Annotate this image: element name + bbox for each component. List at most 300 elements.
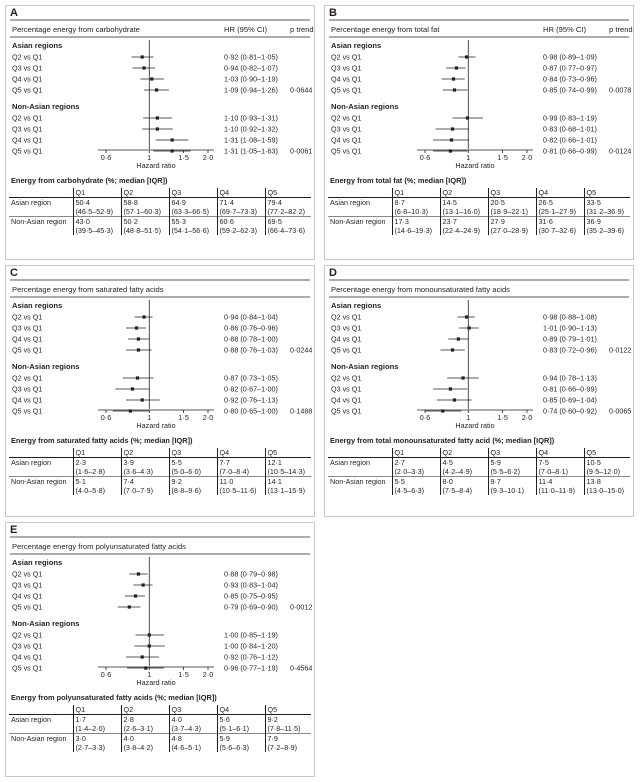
iqr-cell: (7·0–7·9) (121, 486, 169, 495)
row-label: Q4 vs Q1 (12, 135, 43, 145)
x-axis-label: Hazard ratio (136, 161, 176, 170)
median-cell: 71·4 (217, 198, 265, 208)
median-cell: 50·2 (121, 217, 169, 227)
table-column-header: Q4 (217, 705, 265, 715)
iqr-cell: (27·0–28·9) (488, 226, 536, 235)
p-trend-value: 0·1488 (290, 406, 313, 416)
hr-ci-value: 0·82 (0·67–1·00) (224, 384, 278, 394)
row-label: Q4 vs Q1 (12, 652, 43, 662)
median-cell: 2·3 (73, 458, 121, 468)
iqr-cell: (22·4–24·9) (440, 226, 488, 235)
hr-point (453, 398, 456, 401)
plot-title: Percentage energy from saturated fatty acids (12, 285, 164, 294)
median-cell: 27·9 (488, 217, 536, 227)
median-cell: 64·9 (169, 198, 217, 208)
median-cell: 20·5 (488, 198, 536, 208)
hr-point (156, 116, 159, 119)
hr-ci-value: 0·83 (0·72–0·96) (543, 345, 597, 355)
x-tick-label: 0·6 (419, 153, 431, 162)
median-cell: 4·0 (121, 734, 169, 744)
table-column-header (9, 705, 73, 715)
iqr-cell: (66·4–73·6) (265, 226, 311, 235)
table-row-spacer (9, 207, 73, 217)
hr-ci-value: 0·89 (0·79–1·01) (543, 334, 597, 344)
hr-point (155, 88, 158, 91)
table-row-spacer (328, 207, 392, 217)
table-column-header: Q2 (440, 448, 488, 458)
row-label: Q2 vs Q1 (331, 113, 362, 123)
p-trend-value: 0·0061 (290, 146, 313, 156)
median-cell: 55·3 (169, 217, 217, 227)
forest-plot (325, 6, 633, 176)
x-tick-label: 0·6 (100, 413, 112, 422)
median-cell: 12·1 (265, 458, 311, 468)
median-cell: 5·5 (392, 477, 440, 487)
table-row-spacer (9, 467, 73, 477)
hr-point (452, 77, 455, 80)
x-tick-label: 1 (147, 413, 152, 422)
iqr-cell: (5·5–6·2) (488, 467, 536, 477)
table-row (328, 207, 630, 217)
hr-ci-value: 1·10 (0·92–1·32) (224, 124, 278, 134)
hr-point (141, 55, 144, 58)
iqr-cell: (5·6–6·3) (217, 743, 265, 752)
panel-letter: B (329, 7, 337, 19)
median-cell: 60·6 (217, 217, 265, 227)
row-label: Q5 vs Q1 (331, 146, 362, 156)
table-row-label: Asian region (328, 198, 392, 208)
table-column-header: Q4 (536, 448, 584, 458)
iqr-cell: (18·9–22·1) (488, 207, 536, 217)
table-row (9, 743, 311, 752)
hr-point (131, 387, 134, 390)
row-label: Q5 vs Q1 (12, 406, 43, 416)
x-tick-label: 0·6 (100, 153, 112, 162)
median-cell: 36·9 (584, 217, 630, 227)
row-label: Q2 vs Q1 (12, 113, 43, 123)
iqr-cell: (10·5–14·3) (265, 467, 311, 477)
hr-point (465, 55, 468, 58)
iqr-cell: (48·8–51·5) (121, 226, 169, 235)
group-label: Non-Asian regions (331, 102, 399, 111)
quintile-table (9, 705, 311, 752)
iqr-cell: (7·0–8·4) (217, 467, 265, 477)
row-label: Q5 vs Q1 (12, 663, 43, 673)
row-label: Q4 vs Q1 (331, 395, 362, 405)
hr-point (136, 376, 139, 379)
median-cell: 3·0 (73, 734, 121, 744)
row-label: Q2 vs Q1 (331, 312, 362, 322)
hr-point (466, 116, 469, 119)
median-cell: 69·5 (265, 217, 311, 227)
group-label: Non-Asian regions (12, 619, 80, 628)
quintile-table (9, 448, 311, 495)
table-column-header: Q1 (73, 448, 121, 458)
x-tick-label: 2·0 (521, 413, 533, 422)
hr-ci-value: 0·81 (0·66–0·99) (543, 146, 597, 156)
forest-panel-c (5, 265, 315, 517)
iqr-cell: (59·2–62·3) (217, 226, 265, 235)
quintile-table (328, 188, 630, 235)
iqr-cell: (30·7–32·6) (536, 226, 584, 235)
row-label: Q5 vs Q1 (12, 602, 43, 612)
x-axis-label: Hazard ratio (136, 421, 176, 430)
hr-ci-value: 1·00 (0·84–1·20) (224, 641, 278, 651)
median-cell: 14·1 (265, 477, 311, 487)
median-cell: 9·2 (169, 477, 217, 487)
table-row-label: Asian region (9, 458, 73, 468)
row-label: Q4 vs Q1 (331, 74, 362, 84)
forest-plot (6, 266, 314, 436)
hr-ci-value: 0·88 (0·76–1·03) (224, 345, 278, 355)
table-row-label: Asian region (328, 458, 392, 468)
row-label: Q5 vs Q1 (12, 345, 43, 355)
hr-ci-value: 0·98 (0·88–1·08) (543, 312, 597, 322)
x-tick-label: 1·5 (178, 413, 189, 422)
row-label: Q5 vs Q1 (12, 85, 43, 95)
table-column-header: Q4 (217, 188, 265, 198)
x-axis-label: Hazard ratio (455, 161, 495, 170)
group-label: Asian regions (12, 41, 63, 50)
row-label: Q3 vs Q1 (12, 124, 43, 134)
hr-ci-value: 0·74 (0·60–0·92) (543, 406, 597, 416)
median-cell: 2·7 (392, 458, 440, 468)
panel-letter: D (329, 267, 337, 279)
iqr-cell: (4·2–4·9) (440, 467, 488, 477)
median-cell: 43·0 (73, 217, 121, 227)
p-trend-value: 0·0065 (609, 406, 632, 416)
x-axis-label: Hazard ratio (455, 421, 495, 430)
panel-letter: A (10, 7, 18, 19)
table-row-spacer (328, 226, 392, 235)
median-cell: 17·3 (392, 217, 440, 227)
hr-point (134, 594, 137, 597)
p-trend-value: 0·0124 (609, 146, 632, 156)
table-title: Energy from polyunsaturated fatty acids (%; median [IQR]) (11, 693, 217, 702)
hr-ci-value: 0·93 (0·83–1·04) (224, 580, 278, 590)
x-tick-label: 1 (147, 153, 152, 162)
hr-ci-value: 0·84 (0·73–0·96) (543, 74, 597, 84)
hr-ci-value: 0·92 (0·76–1·12) (224, 652, 278, 662)
iqr-cell: (13·1–16·0) (440, 207, 488, 217)
table-row (9, 486, 311, 495)
hr-ci-value: 0·80 (0·65–1·00) (224, 406, 278, 416)
hr-point (465, 315, 468, 318)
hr-ci-value: 1·09 (0·94–1·26) (224, 85, 278, 95)
forest-plot (6, 6, 314, 176)
hr-point (142, 315, 145, 318)
hr-ci-value: 0·94 (0·82–1·07) (224, 63, 278, 73)
row-label: Q5 vs Q1 (331, 406, 362, 416)
table-row-label: Asian region (9, 198, 73, 208)
hr-point (148, 633, 151, 636)
table-row (328, 458, 630, 468)
iqr-cell: (54·1–56·6) (169, 226, 217, 235)
iqr-cell: (2·0–3·3) (392, 467, 440, 477)
row-label: Q3 vs Q1 (331, 124, 362, 134)
iqr-cell: (11·0–11·9) (536, 486, 584, 495)
table-row-label: Asian region (9, 715, 73, 725)
row-label: Q2 vs Q1 (12, 312, 43, 322)
hr-point (150, 77, 153, 80)
x-tick-label: 1·5 (497, 413, 508, 422)
p-trend-value: 0·0122 (609, 345, 632, 355)
median-cell: 23·7 (440, 217, 488, 227)
table-title: Energy from carbohydrate (%; median [IQR]) (11, 176, 168, 185)
iqr-cell: (57·1–60·3) (121, 207, 169, 217)
p-trend-value: 0·0078 (609, 85, 632, 95)
table-title: Energy from total monounsaturated fatty acid (%; median [IQR]) (330, 436, 555, 445)
table-row (328, 226, 630, 235)
iqr-cell: (77·2–82·2) (265, 207, 311, 217)
table-row-label: Non-Asian region (328, 477, 392, 487)
hr-point (451, 348, 454, 351)
table-row-spacer (9, 724, 73, 734)
median-cell: 7·5 (536, 458, 584, 468)
table-column-header: Q5 (265, 448, 311, 458)
hr-ci-value: 0·99 (0·83–1·19) (543, 113, 597, 123)
row-label: Q3 vs Q1 (331, 384, 362, 394)
median-cell: 7·4 (121, 477, 169, 487)
median-cell: 5·1 (73, 477, 121, 487)
hr-ci-value: 0·87 (0·73–1·05) (224, 373, 278, 383)
table-row (9, 226, 311, 235)
hr-ci-value: 0·82 (0·66–1·01) (543, 135, 597, 145)
iqr-cell: (7·5–8·4) (440, 486, 488, 495)
hr-ci-value: 0·85 (0·69–1·04) (543, 395, 597, 405)
hr-point (135, 326, 138, 329)
hr-ci-value: 0·85 (0·74–0·99) (543, 85, 597, 95)
table-column-header: Q3 (169, 448, 217, 458)
p-trend-value: 0·0012 (290, 602, 313, 612)
table-row-spacer (9, 743, 73, 752)
row-label: Q4 vs Q1 (12, 334, 43, 344)
iqr-cell: (25·1–27·9) (536, 207, 584, 217)
table-row (328, 217, 630, 227)
iqr-cell: (4·6–5·1) (169, 743, 217, 752)
table-column-header: Q1 (73, 705, 121, 715)
row-label: Q4 vs Q1 (12, 395, 43, 405)
hr-point (137, 337, 140, 340)
iqr-cell: (4·0–5·8) (73, 486, 121, 495)
table-column-header: Q3 (488, 188, 536, 198)
median-cell: 4·0 (169, 715, 217, 725)
table-column-header: Q5 (265, 705, 311, 715)
table-row (9, 724, 311, 734)
row-label: Q4 vs Q1 (331, 334, 362, 344)
row-label: Q5 vs Q1 (331, 345, 362, 355)
hr-point (141, 398, 144, 401)
x-axis-label: Hazard ratio (136, 678, 176, 687)
table-column-header (328, 188, 392, 198)
table-column-header: Q4 (217, 448, 265, 458)
hr-ci-value: 1·31 (1·08–1·59) (224, 135, 278, 145)
table-column-header: Q3 (169, 188, 217, 198)
table-column-header: Q2 (121, 448, 169, 458)
hr-ci-value: 1·10 (0·93–1·31) (224, 113, 278, 123)
hr-point (449, 387, 452, 390)
hr-ci-value: 0·96 (0·77–1·19) (224, 663, 278, 673)
row-label: Q4 vs Q1 (12, 74, 43, 84)
row-label: Q4 vs Q1 (12, 591, 43, 601)
x-tick-label: 2·0 (521, 153, 533, 162)
p-trend-value: 0·0644 (290, 85, 313, 95)
row-label: Q3 vs Q1 (331, 323, 362, 333)
hr-ci-value: 0·88 (0·78–1·00) (224, 334, 278, 344)
group-label: Asian regions (331, 301, 382, 310)
iqr-cell: (2·7–3·3) (73, 743, 121, 752)
iqr-cell: (7·0–8·1) (536, 467, 584, 477)
x-tick-label: 1 (466, 413, 471, 422)
row-label: Q2 vs Q1 (331, 52, 362, 62)
table-column-header: Q2 (121, 188, 169, 198)
iqr-cell: (13·0–15·0) (584, 486, 630, 495)
hr-column-header: HR (95% CI) (543, 25, 587, 34)
table-title: Energy from saturated fatty acids (%; median [IQR]) (11, 436, 193, 445)
iqr-cell: (3·7–4·3) (169, 724, 217, 734)
panel-letter: C (10, 267, 18, 279)
table-row-label: Non-Asian region (9, 734, 73, 744)
table-row (328, 198, 630, 208)
hr-point (148, 644, 151, 647)
iqr-cell: (9·5–12·0) (584, 467, 630, 477)
x-tick-label: 1 (466, 153, 471, 162)
plot-title: Percentage energy from total fat (331, 25, 440, 34)
iqr-cell: (1·6–2·8) (73, 467, 121, 477)
forest-plot (325, 266, 633, 436)
forest-panel-d (324, 265, 634, 517)
iqr-cell: (7·8–11·5) (265, 724, 311, 734)
x-tick-label: 2·0 (202, 670, 214, 679)
x-tick-label: 2·0 (202, 153, 214, 162)
hr-ci-value: 0·79 (0·69–0·90) (224, 602, 278, 612)
table-column-header (328, 448, 392, 458)
row-label: Q5 vs Q1 (331, 85, 362, 95)
table-row (9, 207, 311, 217)
table-row (328, 467, 630, 477)
hr-ci-value: 0·87 (0·77–0·97) (543, 63, 597, 73)
median-cell: 5·9 (217, 734, 265, 744)
median-cell: 4·5 (440, 458, 488, 468)
table-title: Energy from total fat (%; median [IQR]) (330, 176, 467, 185)
table-column-header: Q5 (584, 188, 630, 198)
iqr-cell: (13·1–15·9) (265, 486, 311, 495)
median-cell: 8·0 (440, 477, 488, 487)
quintile-table (9, 188, 311, 235)
hr-ci-value: 0·98 (0·89–1·09) (543, 52, 597, 62)
median-cell: 14·5 (440, 198, 488, 208)
table-row (328, 486, 630, 495)
median-cell: 10·5 (584, 458, 630, 468)
table-row (9, 467, 311, 477)
hr-ci-value: 1·31 (1·05–1·63) (224, 146, 278, 156)
iqr-cell: (8·8–9·6) (169, 486, 217, 495)
median-cell: 2·8 (121, 715, 169, 725)
row-label: Q3 vs Q1 (12, 641, 43, 651)
median-cell: 9·7 (488, 477, 536, 487)
row-label: Q2 vs Q1 (12, 630, 43, 640)
row-label: Q2 vs Q1 (331, 373, 362, 383)
p-trend-value: 0·4564 (290, 663, 313, 673)
table-column-header: Q3 (488, 448, 536, 458)
median-cell: 11·0 (217, 477, 265, 487)
iqr-cell: (9·3–10·1) (488, 486, 536, 495)
iqr-cell: (31·2–36·9) (584, 207, 630, 217)
x-tick-label: 0·6 (100, 670, 112, 679)
forest-plot (6, 523, 314, 693)
hr-ci-value: 0·81 (0·66–0·99) (543, 384, 597, 394)
median-cell: 11·4 (536, 477, 584, 487)
iqr-cell: (2·6–3·1) (121, 724, 169, 734)
table-row-spacer (328, 486, 392, 495)
iqr-cell: (14·6–19·3) (392, 226, 440, 235)
hr-ci-value: 1·01 (0·90–1·13) (543, 323, 597, 333)
row-label: Q3 vs Q1 (12, 580, 43, 590)
hr-point (141, 655, 144, 658)
x-tick-label: 0·6 (419, 413, 431, 422)
median-cell: 31·6 (536, 217, 584, 227)
iqr-cell: (63·3–66·5) (169, 207, 217, 217)
row-label: Q3 vs Q1 (12, 63, 43, 73)
group-label: Non-Asian regions (331, 362, 399, 371)
hr-point (137, 348, 140, 351)
table-row (9, 217, 311, 227)
median-cell: 5·6 (217, 715, 265, 725)
table-column-header: Q2 (440, 188, 488, 198)
hr-ci-value: 1·00 (0·85–1·19) (224, 630, 278, 640)
iqr-cell: (4·5–6·3) (392, 486, 440, 495)
median-cell: 4·8 (169, 734, 217, 744)
row-label: Q2 vs Q1 (12, 52, 43, 62)
row-label: Q3 vs Q1 (12, 384, 43, 394)
plot-title: Percentage energy from monounsaturated fatty acids (331, 285, 510, 294)
x-tick-label: 1 (147, 670, 152, 679)
median-cell: 7·7 (217, 458, 265, 468)
forest-panel-e (5, 522, 315, 777)
group-label: Asian regions (331, 41, 382, 50)
iqr-cell: (69·7–73·3) (217, 207, 265, 217)
table-column-header: Q4 (536, 188, 584, 198)
median-cell: 58·8 (121, 198, 169, 208)
hr-ci-value: 0·94 (0·78–1·13) (543, 373, 597, 383)
median-cell: 8·7 (392, 198, 440, 208)
table-row (9, 458, 311, 468)
median-cell: 13·8 (584, 477, 630, 487)
iqr-cell: (10·5–11·6) (217, 486, 265, 495)
hr-ci-value: 1·03 (0·90–1·19) (224, 74, 278, 84)
hr-ci-value: 0·85 (0·75–0·95) (224, 591, 278, 601)
group-label: Asian regions (12, 301, 63, 310)
row-label: Q5 vs Q1 (12, 146, 43, 156)
hr-ci-value: 0·92 (0·81–1·05) (224, 52, 278, 62)
median-cell: 1·7 (73, 715, 121, 725)
median-cell: 50·4 (73, 198, 121, 208)
hr-point (461, 376, 464, 379)
hr-point (450, 138, 453, 141)
table-row-label: Non-Asian region (9, 217, 73, 227)
p-trend-header: p trend (290, 25, 314, 34)
table-column-header: Q2 (121, 705, 169, 715)
table-row-label: Non-Asian region (328, 217, 392, 227)
table-row (9, 198, 311, 208)
table-column-header: Q5 (584, 448, 630, 458)
table-row-label: Non-Asian region (9, 477, 73, 487)
table-column-header: Q1 (73, 188, 121, 198)
median-cell: 79·4 (265, 198, 311, 208)
median-cell: 3·9 (121, 458, 169, 468)
forest-panel-a (5, 5, 315, 260)
panel-letter: E (10, 524, 18, 536)
